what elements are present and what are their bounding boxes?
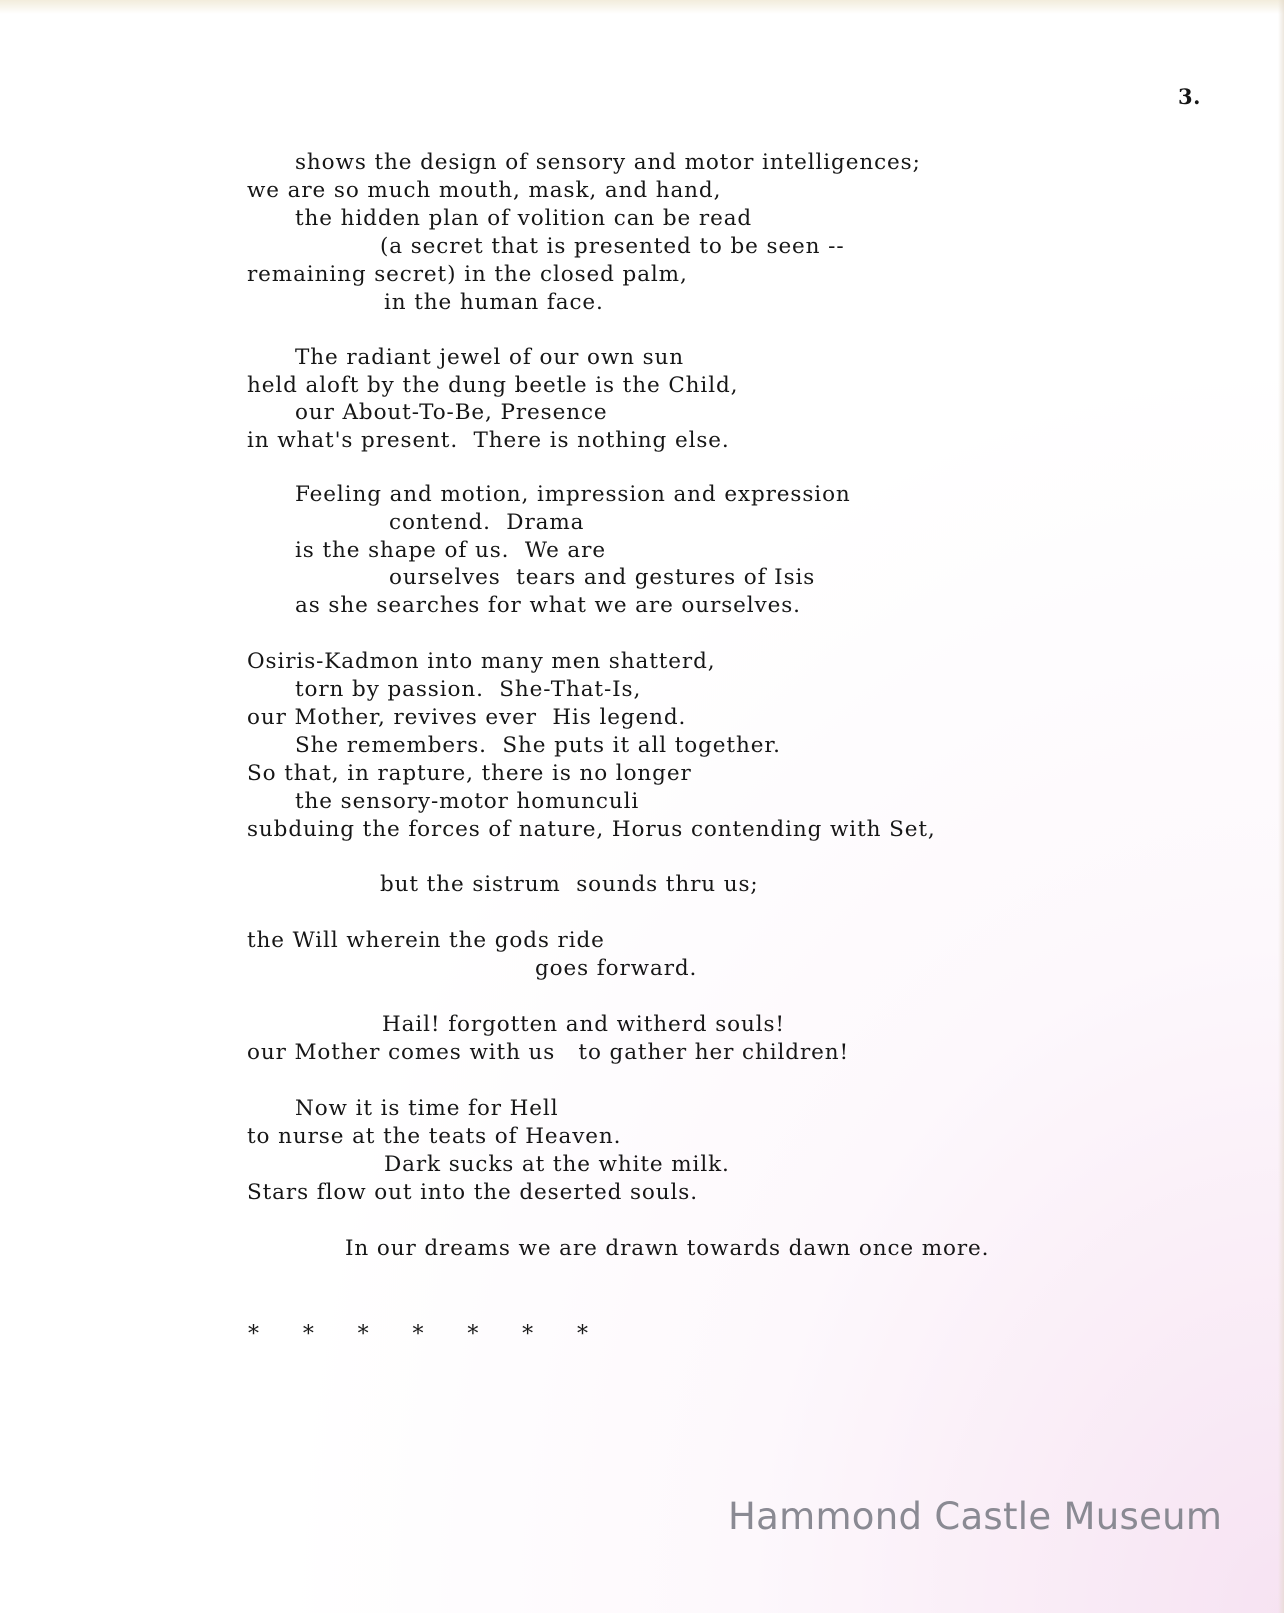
poem-line: our About-To-Be, Presence — [295, 400, 608, 425]
poem-line: remaining secret) in the closed palm, — [247, 262, 688, 287]
asterisk: * — [302, 1322, 314, 1347]
poem-line: subduing the forces of nature, Horus contending with Set, — [247, 817, 936, 842]
poem-line: is the shape of us. We are — [295, 538, 606, 563]
poem-line: we are so much mouth, mask, and hand, — [247, 178, 722, 203]
poem-line: to nurse at the teats of Heaven. — [247, 1124, 622, 1149]
poem-line: Osiris-Kadmon into many men shatterd, — [247, 649, 716, 674]
asterisk: * — [467, 1322, 479, 1347]
poem-line: She remembers. She puts it all together. — [295, 733, 781, 758]
page-number: 3. — [1178, 84, 1201, 109]
asterisk: * — [248, 1322, 259, 1347]
poem-line: goes forward. — [535, 956, 698, 981]
poem-line: Stars flow out into the deserted souls. — [247, 1180, 698, 1205]
poem-line: held aloft by the dung beetle is the Child, — [247, 373, 739, 398]
poem-line: Feeling and motion, impression and expression — [295, 482, 851, 507]
poem-line: Dark sucks at the white milk. — [384, 1152, 730, 1177]
poem-line: shows the design of sensory and motor intelligences; — [295, 150, 921, 175]
poem-line: our Mother comes with us to gather her children! — [247, 1040, 850, 1065]
poem-line: the hidden plan of volition can be read — [295, 206, 753, 231]
poem-line: the Will wherein the gods ride — [247, 928, 605, 953]
asterisk: * — [522, 1322, 534, 1347]
asterisk: * — [412, 1322, 424, 1347]
poem-line: torn by passion. She-That-Is, — [295, 677, 642, 702]
section-separator — [248, 1322, 588, 1347]
poem-line: The radiant jewel of our own sun — [295, 345, 685, 370]
poem-line: (a secret that is presented to be seen -- — [380, 234, 845, 259]
poem-line: Hail! forgotten and witherd souls! — [382, 1012, 785, 1037]
poem-line: as she searches for what we are ourselves. — [295, 593, 801, 618]
poem-line: Now it is time for Hell — [295, 1096, 559, 1121]
poem-line: contend. Drama — [389, 510, 585, 535]
poem-line: the sensory-motor homunculi — [295, 789, 640, 814]
asterisk: * — [357, 1322, 369, 1347]
poem-line: ourselves tears and gestures of Isis — [389, 565, 816, 590]
poem-line: In our dreams we are drawn towards dawn once more. — [345, 1236, 990, 1261]
asterisk: * — [576, 1322, 588, 1347]
poem-line: in the human face. — [384, 290, 604, 315]
poem-line: but the sistrum sounds thru us; — [380, 872, 759, 897]
poem-line: So that, in rapture, there is no longer — [247, 761, 692, 786]
poem-line: in what's present. There is nothing else. — [247, 428, 730, 453]
poem-line: our Mother, revives ever His legend. — [247, 705, 687, 730]
museum-watermark: Hammond Castle Museum — [728, 1495, 1223, 1538]
